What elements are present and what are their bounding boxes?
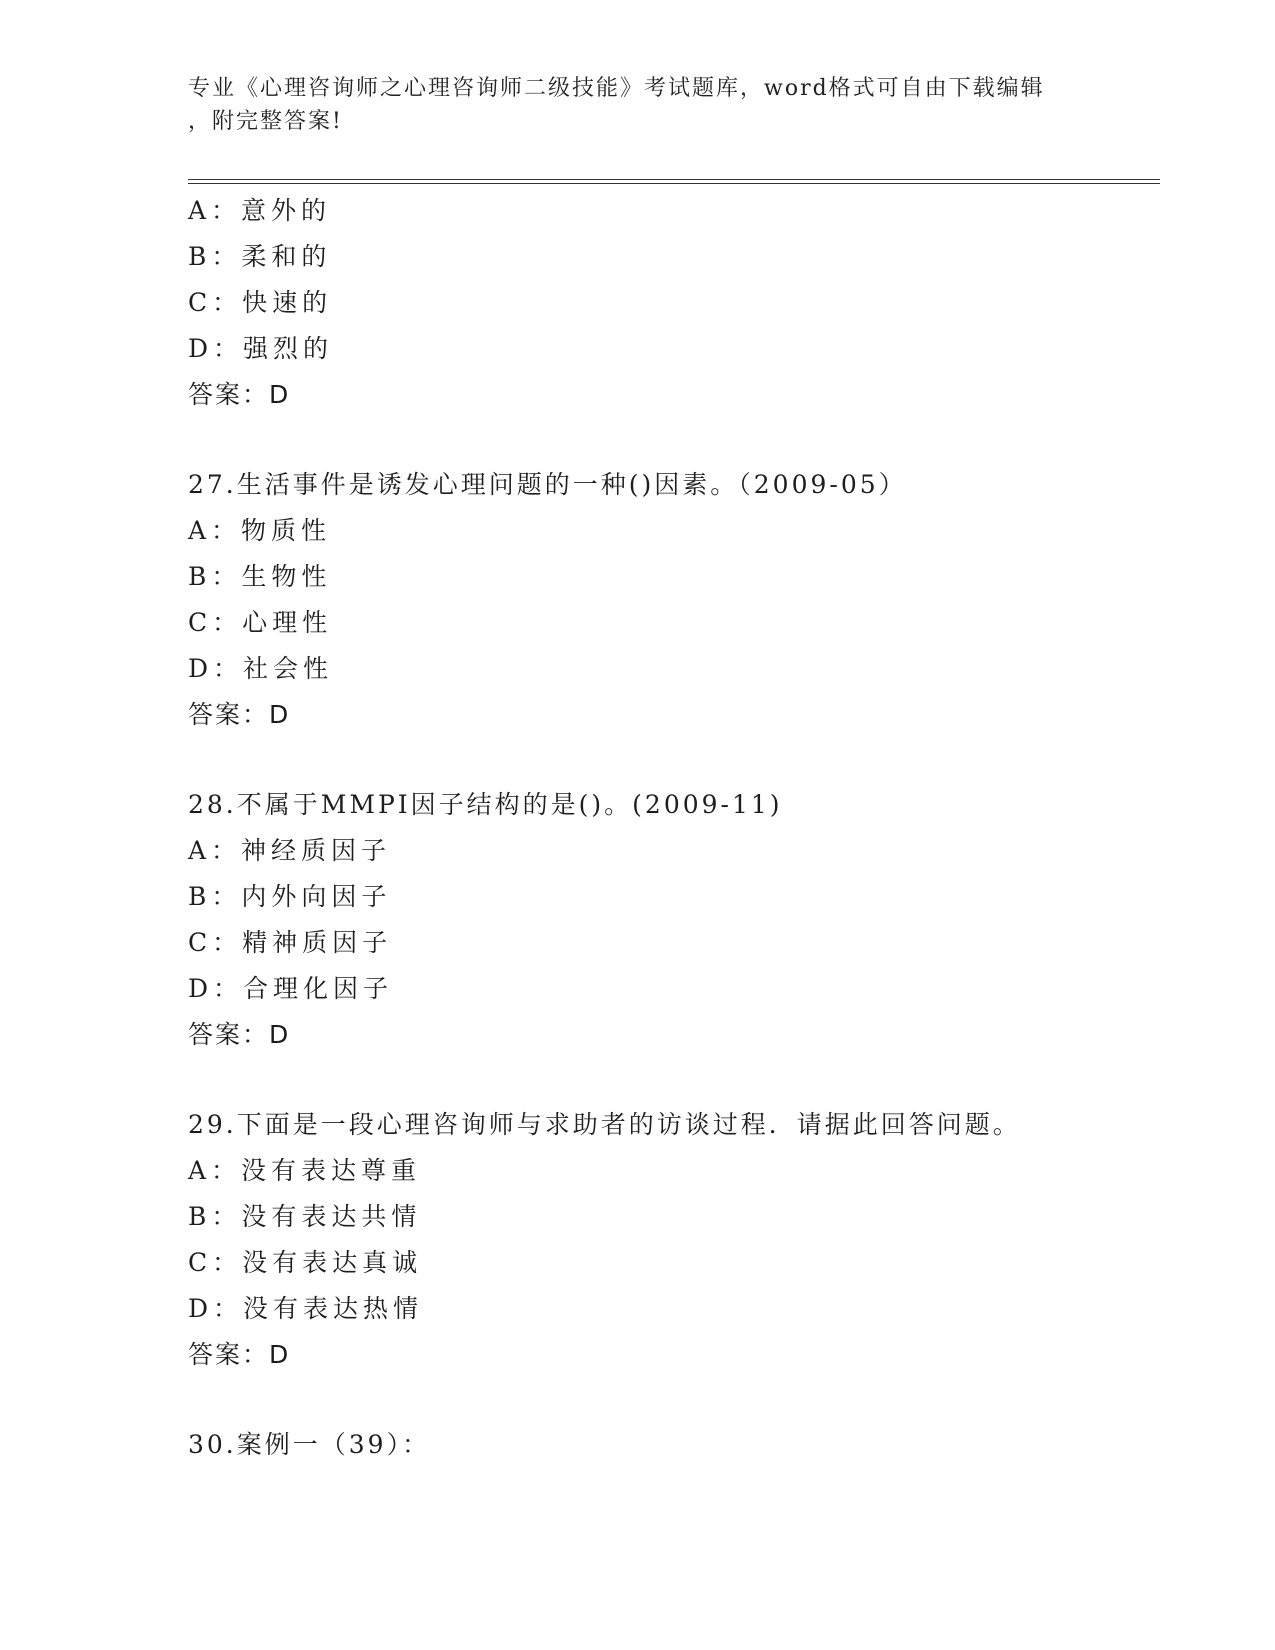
option-b: B：生物性 bbox=[188, 562, 332, 591]
option-c: C：心理性 bbox=[188, 608, 333, 637]
question-title: 30.案例一（39）： bbox=[188, 1430, 431, 1459]
header-divider bbox=[188, 179, 1160, 184]
spacer bbox=[188, 418, 1148, 462]
answer-text: 答案：D bbox=[188, 1340, 291, 1369]
option-b: B：内外向因子 bbox=[188, 882, 392, 911]
option-a: A：神经质因子 bbox=[188, 836, 392, 865]
option-d: D：没有表达热情 bbox=[188, 1294, 424, 1323]
spacer bbox=[188, 738, 1148, 782]
question-block-28 bbox=[188, 782, 1148, 1058]
spacer bbox=[188, 1378, 1148, 1422]
option-a: A：物质性 bbox=[188, 516, 332, 545]
question-list bbox=[188, 188, 1148, 1468]
answer-text: 答案：D bbox=[188, 700, 291, 729]
option-d: D：合理化因子 bbox=[188, 974, 394, 1003]
option-b: B：没有表达共情 bbox=[188, 1202, 422, 1231]
question-block-27 bbox=[188, 462, 1148, 738]
option-d: D：社会性 bbox=[188, 654, 334, 683]
answer-text: 答案：D bbox=[188, 1020, 291, 1049]
header-line-2: ，附完整答案! bbox=[188, 109, 343, 134]
spacer bbox=[188, 1058, 1148, 1102]
question-title: 27.生活事件是诱发心理问题的一种()因素。（2009-05） bbox=[188, 470, 907, 499]
option-c: C：精神质因子 bbox=[188, 928, 393, 957]
header-line-1: 专业《心理咨询师之心理咨询师二级技能》考试题库，word格式可自由下载编辑 bbox=[188, 76, 1045, 101]
question-block-29 bbox=[188, 1102, 1148, 1378]
question-title: 29.下面是一段心理咨询师与求助者的访谈过程．请据此回答问题。 bbox=[188, 1110, 1021, 1139]
option-b: B：柔和的 bbox=[188, 242, 332, 271]
option-c: C：没有表达真诚 bbox=[188, 1248, 423, 1277]
answer-text: 答案：D bbox=[188, 380, 291, 409]
option-d: D：强烈的 bbox=[188, 334, 334, 363]
option-a: A：没有表达尊重 bbox=[188, 1156, 422, 1185]
question-block-partial bbox=[188, 188, 1148, 418]
question-block-30 bbox=[188, 1422, 1148, 1468]
document-header bbox=[188, 72, 1088, 138]
option-a: A：意外的 bbox=[188, 196, 332, 225]
question-title: 28.不属于MMPI因子结构的是()。(2009-11) bbox=[188, 790, 783, 819]
option-c: C：快速的 bbox=[188, 288, 333, 317]
